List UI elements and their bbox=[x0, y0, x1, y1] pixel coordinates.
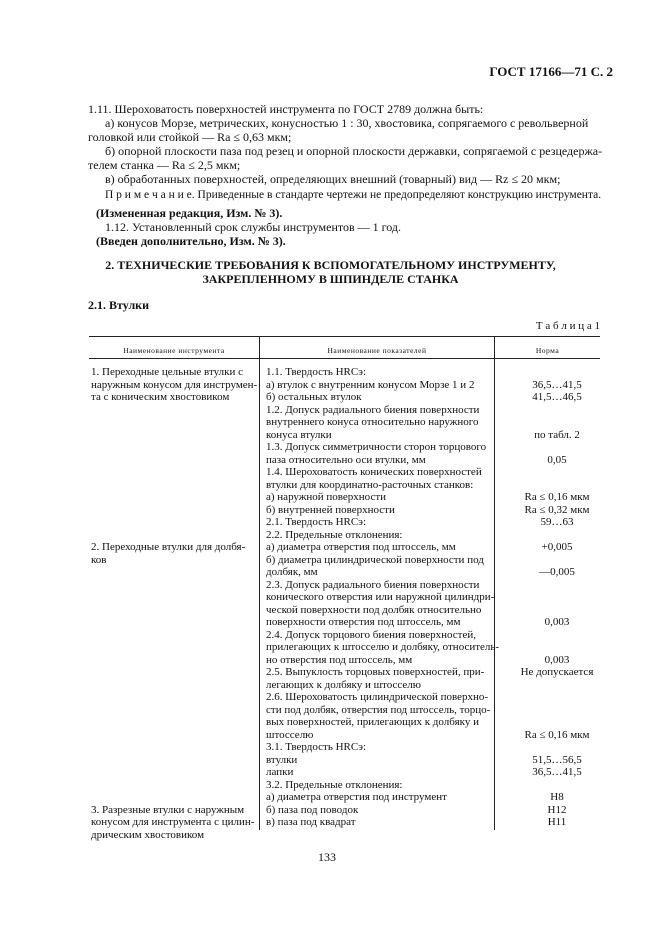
norm-value bbox=[514, 479, 600, 492]
indicator-text: б) внутренней поверхности bbox=[266, 503, 395, 516]
tool-name-line bbox=[91, 754, 251, 767]
norm-value bbox=[514, 641, 600, 654]
norm-value: 51,5…56,5 bbox=[532, 753, 582, 766]
indicator-text: 3.2. Предельные отклонения: bbox=[266, 778, 403, 791]
table-row bbox=[266, 629, 600, 642]
table-row bbox=[266, 741, 600, 754]
tool-name-line bbox=[91, 516, 251, 529]
indicator-text: б) остальных втулок bbox=[266, 391, 362, 403]
norm-value bbox=[514, 691, 600, 704]
indicator-text: 1.2. Допуск радиального биения поверхности bbox=[266, 403, 480, 416]
table-row bbox=[266, 704, 600, 717]
tool-name-line bbox=[91, 679, 251, 692]
table-row bbox=[266, 729, 600, 742]
para-1-11-a-line2: головкой или стойкой — Ra ≤ 0,63 мкм; bbox=[88, 130, 292, 144]
table-row bbox=[266, 616, 600, 629]
indicator-text: а) наружной поверхности bbox=[266, 491, 387, 503]
table-col-tools bbox=[91, 366, 258, 841]
tool-name-line bbox=[91, 729, 251, 742]
indicator-text: 2.5. Выпуклость торцовых поверхностей, при- bbox=[266, 666, 485, 678]
tool-name-line bbox=[91, 529, 251, 542]
table-row bbox=[266, 779, 600, 792]
para-1-11-a-line1: а) конусов Морзе, метрических, конусностью 1 : 30, хвостовика, сопрягаемого с револьверной bbox=[105, 116, 589, 130]
edit-note: (Измененная редакция, Изм. № 3). bbox=[96, 206, 283, 220]
tool-name-line bbox=[91, 454, 251, 467]
indicator-text: поверхности отверстия под штоссель, мм bbox=[266, 616, 461, 628]
indicator-text: 3.1. Твердость HRCэ: bbox=[266, 741, 367, 753]
tool-name-line: ков bbox=[91, 553, 107, 566]
table-row bbox=[266, 391, 600, 404]
norm-value bbox=[514, 466, 600, 479]
indicator-text: но отверстия под штоссель, мм bbox=[266, 653, 413, 666]
section-title-line1: 2. ТЕХНИЧЕСКИЕ ТРЕБОВАНИЯ К ВСПОМОГАТЕЛЬНОМУ ИНСТРУМЕНТУ, bbox=[105, 258, 556, 272]
tool-name-line bbox=[91, 429, 251, 442]
norm-value bbox=[514, 591, 600, 604]
indicator-text: ческой поверхности под долбяк относительно bbox=[266, 603, 482, 616]
tool-name-line bbox=[91, 791, 251, 804]
norm-value: 0,003 bbox=[544, 653, 570, 666]
tool-name-line bbox=[91, 691, 251, 704]
norm-value bbox=[514, 679, 600, 692]
tool-name-line bbox=[91, 466, 251, 479]
indicator-text: втулки для координатно-расточных станков: bbox=[266, 478, 474, 491]
norm-value: 36,5…41,5 bbox=[532, 766, 582, 778]
table-row bbox=[266, 566, 600, 579]
table-row bbox=[266, 679, 600, 692]
para-1-11-c-line1: в) обработанных поверхностей, определяющих внешний (товарный) вид — Rz ≤ 20 мкм; bbox=[105, 172, 561, 186]
norm-value: H8 bbox=[550, 791, 564, 803]
norm-value: Ra ≤ 0,16 мкм bbox=[524, 728, 590, 741]
indicator-text: сти под долбяк, отверстия под штоссель, торцо- bbox=[266, 703, 491, 716]
norm-value: 36,5…41,5 bbox=[532, 378, 582, 391]
note: П р и м е ч а н и е. Приведенные в стандарте чертежи не предопределяют конструкцию инструмента. bbox=[105, 189, 602, 201]
norm-value: Ra ≤ 0,32 мкм bbox=[524, 503, 590, 516]
table-row bbox=[266, 766, 600, 779]
table-row bbox=[266, 804, 600, 817]
norm-value: 59…63 bbox=[540, 516, 574, 528]
norm-value bbox=[514, 704, 600, 717]
table-row bbox=[266, 754, 600, 767]
indicator-text: б) диаметра цилиндрической поверхности под bbox=[266, 553, 484, 566]
indicator-text: 2.3. Допуск радиального биения поверхности bbox=[266, 578, 480, 591]
table-row bbox=[266, 541, 600, 554]
tool-name-line: та с коническим хвостовиком bbox=[91, 391, 230, 403]
indicator-text: штосселю bbox=[266, 728, 314, 741]
table-row bbox=[266, 691, 600, 704]
table-top-border bbox=[89, 336, 600, 337]
table-row bbox=[266, 529, 600, 542]
norm-value: 0,05 bbox=[547, 453, 567, 466]
tool-name-line bbox=[91, 654, 251, 667]
norm-value: H11 bbox=[547, 816, 567, 828]
table-row bbox=[266, 466, 600, 479]
indicator-text: а) диаметра отверстия под штоссель, мм bbox=[266, 541, 456, 553]
table-row bbox=[266, 716, 600, 729]
table-row bbox=[266, 654, 600, 667]
norm-value bbox=[514, 529, 600, 542]
norm-value: 41,5…46,5 bbox=[532, 391, 582, 403]
indicator-text: 2.2. Предельные отклонения: bbox=[266, 528, 403, 541]
table-row bbox=[266, 666, 600, 679]
tool-name-line bbox=[91, 441, 251, 454]
indicator-text: вых поверхностей, прилегающих к долбяку и bbox=[266, 716, 479, 728]
tool-name-line bbox=[91, 591, 251, 604]
table-row bbox=[266, 404, 600, 417]
table-row bbox=[266, 379, 600, 392]
para-1-11-b-line2: телем станка — Ra ≤ 2,5 мкм; bbox=[88, 158, 241, 172]
tool-name-line bbox=[91, 704, 251, 717]
tool-name-line bbox=[91, 404, 251, 417]
tool-name-line bbox=[91, 779, 251, 792]
tool-name-line bbox=[91, 629, 251, 642]
indicator-text: 1.4. Шероховатость конических поверхностей bbox=[266, 466, 482, 478]
tool-name-line bbox=[91, 616, 251, 629]
tool-name-line: конусом для инструмента с цилин- bbox=[91, 816, 255, 828]
tool-name-line bbox=[91, 766, 251, 779]
table-row bbox=[266, 791, 600, 804]
para-1-11-title: 1.11. Шероховатость поверхностей инструмента по ГОСТ 2789 должна быть: bbox=[88, 102, 484, 116]
norm-value bbox=[514, 579, 600, 592]
norm-value bbox=[514, 404, 600, 417]
indicator-text: паза относительно оси втулки, мм bbox=[266, 453, 426, 466]
indicator-text: в) паза под квадрат bbox=[266, 816, 356, 828]
table-col-indicators bbox=[266, 366, 600, 829]
norm-value bbox=[514, 779, 600, 792]
page-header: ГОСТ 17166—71 С. 2 bbox=[489, 64, 613, 79]
subsection-title: 2.1. Втулки bbox=[88, 298, 150, 312]
table-row bbox=[266, 366, 600, 379]
indicator-text: а) втулок с внутренним конусом Морзе 1 и 2 bbox=[266, 378, 475, 391]
table-header-indicator: Наименование показателей bbox=[327, 346, 427, 355]
indicator-text: прилегающих к штосселю и долбяку, относитель- bbox=[266, 641, 500, 653]
norm-value: +0,005 bbox=[541, 541, 573, 553]
table-row bbox=[266, 491, 600, 504]
tool-name-line: 2. Переходные втулки для долбя- bbox=[91, 541, 246, 553]
tool-name-line: 3. Разрезные втулки с наружным bbox=[91, 803, 245, 816]
norm-value: Не допускается bbox=[520, 666, 594, 678]
tool-name-line bbox=[91, 579, 251, 592]
indicator-text: долбяк, мм bbox=[266, 566, 318, 578]
table-row bbox=[266, 441, 600, 454]
indicator-text: 1.1. Твердость HRCэ: bbox=[266, 366, 367, 378]
para-1-11-b-line1: б) опорной плоскости паза под резец и опорной плоскости державки, сопрягаемой с резцедержа- bbox=[105, 144, 603, 158]
table-row bbox=[266, 816, 600, 829]
tool-name-line: наружным конусом для инструмен- bbox=[91, 378, 258, 391]
tool-name-line bbox=[91, 479, 251, 492]
page-number: 133 bbox=[318, 850, 336, 864]
norm-value bbox=[514, 629, 600, 642]
indicator-text: легающих к долбяку и штосселю bbox=[266, 678, 421, 691]
table-row bbox=[266, 454, 600, 467]
tool-name-line bbox=[91, 741, 251, 754]
norm-value: —0,005 bbox=[539, 566, 575, 578]
indicator-text: конического отверстия или наружной цилиндри- bbox=[266, 591, 495, 603]
tool-name-line bbox=[91, 604, 251, 617]
section-title-line2: ЗАКРЕПЛЕННОМУ В ШПИНДЕЛЕ СТАНКА bbox=[202, 272, 459, 286]
norm-value bbox=[514, 741, 600, 754]
indicator-text: 2.4. Допуск торцового биения поверхностей, bbox=[266, 628, 476, 641]
added-note: (Введен дополнительно, Изм. № 3). bbox=[96, 234, 286, 248]
norm-value bbox=[514, 416, 600, 429]
indicator-text: 2.1. Твердость HRCэ: bbox=[266, 516, 367, 528]
table-col-divider-1 bbox=[259, 336, 260, 830]
table-row bbox=[266, 416, 600, 429]
indicator-text: 1.3. Допуск симметричности сторон торцового bbox=[266, 441, 487, 453]
table-row bbox=[266, 579, 600, 592]
tool-name-line: 1. Переходные цельные втулки с bbox=[91, 366, 243, 378]
indicator-text: конуса втулки bbox=[266, 428, 332, 441]
tool-name-line bbox=[91, 566, 251, 579]
indicator-text: а) диаметра отверстия под инструмент bbox=[266, 791, 447, 803]
norm-value: Ra ≤ 0,16 мкм bbox=[524, 491, 590, 503]
table-row bbox=[266, 591, 600, 604]
table-header-border bbox=[89, 358, 600, 359]
norm-value bbox=[514, 604, 600, 617]
tool-name-line bbox=[91, 666, 251, 679]
para-1-12: 1.12. Установленный срок службы инструментов — 1 год. bbox=[105, 220, 402, 234]
norm-value: 0,003 bbox=[544, 616, 570, 628]
tool-name-line bbox=[91, 504, 251, 517]
table-header-norm: Норма bbox=[535, 346, 560, 355]
tool-name-line bbox=[91, 641, 251, 654]
indicator-text: втулки bbox=[266, 753, 298, 766]
tool-name-line: дрическим хвостовиком bbox=[91, 828, 205, 841]
norm-value bbox=[514, 441, 600, 454]
indicator-text: 2.6. Шероховатость цилиндрической поверхно- bbox=[266, 691, 489, 703]
table-row bbox=[266, 516, 600, 529]
indicator-text: внутреннего конуса относительно наружного bbox=[266, 416, 479, 428]
table-row bbox=[266, 641, 600, 654]
norm-value: по табл. 2 bbox=[534, 428, 580, 441]
tool-name-line bbox=[91, 491, 251, 504]
table-row bbox=[266, 604, 600, 617]
table-row bbox=[266, 504, 600, 517]
tool-name-line bbox=[91, 416, 251, 429]
norm-value bbox=[514, 716, 600, 729]
indicator-text: б) паза под поводок bbox=[266, 803, 359, 816]
table-header-name: Наименование инструмента bbox=[123, 346, 225, 355]
table-row bbox=[266, 479, 600, 492]
table-row bbox=[266, 429, 600, 442]
tool-name-line bbox=[91, 716, 251, 729]
norm-value bbox=[514, 366, 600, 379]
table-caption: Т а б л и ц а 1 bbox=[535, 320, 600, 332]
norm-value: H12 bbox=[547, 803, 567, 816]
indicator-text: лапки bbox=[266, 766, 294, 778]
norm-value bbox=[514, 554, 600, 567]
table-row bbox=[266, 554, 600, 567]
